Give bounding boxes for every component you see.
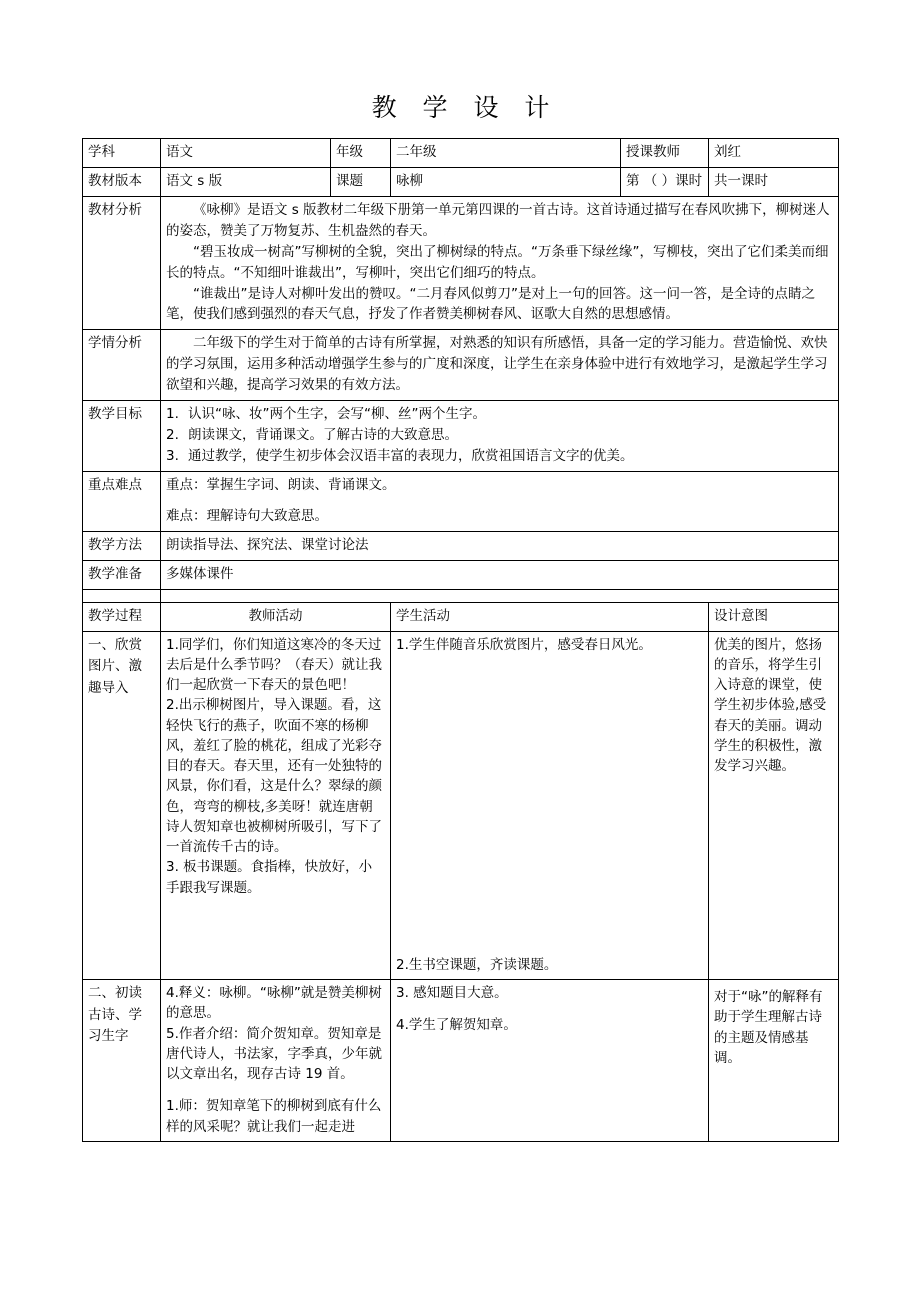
grade-value: 二年级 (391, 139, 621, 168)
teacher-label: 授课教师 (621, 139, 709, 168)
table-row-process-2 (83, 980, 839, 1142)
material-analysis-para-2: “碧玉妆成一树高”写柳树的全貌，突出了柳树绿的特点。“万条垂下绿丝缘”，写柳枝，突出了它们柔美而细长的特点。“不知细叶谁裁出”，写柳叶，突出它们细巧的特点。 (166, 243, 829, 281)
difficult-point-line: 难点：理解诗句大致意思。 (166, 507, 328, 524)
student-step: 1.学生伴随音乐欣赏图片，感受春日风光。 (396, 636, 652, 653)
material-analysis-content (161, 196, 839, 330)
methods-content: 朗读指导法、探究法、课堂讨论法 (161, 531, 839, 560)
student-step: 3. 感知题目大意。 (396, 985, 508, 1002)
process-intent-1 (709, 631, 839, 980)
teacher-step: 1.同学们，你们知道这寒冷的冬天过去后是什么季节吗？（春天）就让我们一起欣赏一下春天的景色吧！ (166, 636, 382, 694)
student-analysis-content (161, 330, 839, 401)
student-analysis-label: 学情分析 (83, 330, 161, 401)
key-points-label: 重点难点 (83, 471, 161, 531)
goals-content (161, 401, 839, 472)
process-stage-2: 二、初读古诗、学习生字 (83, 980, 161, 1142)
goal-text: 朗读课文，背诵课文。了解古诗的大致意思。 (188, 427, 458, 444)
period-label: 第 （ ）课时 (621, 167, 709, 196)
teacher-step: 1.师：贺知章笔下的柳树到底有什么样的风采呢？就让我们一起走进 (166, 1098, 382, 1135)
goal-text: 通过教学，使学生初步体会汉语丰富的表现力，欣赏祖国语言文字的优美。 (188, 447, 634, 464)
teacher-step: 2.出示柳树图片，导入课题。看，这轻快飞行的燕子，吹面不寒的杨柳风，羞红了脸的桃花，组成了光彩夺目的春天。春天里，还有一处独特的风景，你们看，这是什么？翠绿的颜色，弯弯的柳枝,多美呀！就连唐朝诗人贺知章也被柳树所吸引，写下了一首流传千古的诗。 (166, 697, 382, 856)
table-row-spacer (83, 589, 839, 602)
table-row-student-analysis (83, 330, 839, 401)
process-label: 教学过程 (83, 602, 161, 631)
lesson-plan-table (82, 138, 839, 1142)
process-teacher-activity-2 (161, 980, 391, 1142)
intent-text: 对于“咏”的解释有助于学生理解古诗的主题及情感基调。 (714, 989, 823, 1066)
book-label: 教材版本 (83, 167, 161, 196)
key-points-content (161, 471, 839, 531)
table-row-methods (83, 531, 839, 560)
topic-value: 咏柳 (391, 167, 621, 196)
student-step-late: 2.生书空课题，齐读课题。 (396, 956, 558, 973)
table-row-subject (83, 139, 839, 168)
book-value: 语文 s 版 (161, 167, 331, 196)
table-row-textbook (83, 167, 839, 196)
key-point-line: 重点：掌握生字词、朗读、背诵课文。 (166, 476, 396, 493)
goal-text: 认识“咏、妆”两个生字，会写“柳、丝”两个生字。 (188, 406, 486, 423)
goals-label: 教学目标 (83, 401, 161, 472)
process-intent-2 (709, 980, 839, 1142)
grade-label: 年级 (331, 139, 391, 168)
teacher-step: 5.作者介绍：简介贺知章。贺知章是唐代诗人，书法家，字季真，少年就以文章出名，现存古诗 19 首。 (166, 1025, 382, 1083)
preparation-content: 多媒体课件 (161, 560, 839, 589)
total-period-label: 共一课时 (709, 167, 839, 196)
preparation-label: 教学准备 (83, 560, 161, 589)
process-header-teacher: 教师活动 (161, 602, 391, 631)
page-title: 教 学 设 计 (371, 93, 559, 122)
teacher-value: 刘红 (709, 139, 839, 168)
topic-label: 课题 (331, 167, 391, 196)
goal-item (166, 404, 833, 425)
process-header-student: 学生活动 (391, 602, 709, 631)
intent-text: 优美的图片，悠扬的音乐，将学生引入诗意的课堂，使学生初步体验,感受春天的美丽。调动学生的积极性，激发学习兴趣。 (714, 636, 827, 775)
goal-number: 1. (166, 406, 179, 423)
student-step: 4.学生了解贺知章。 (396, 1017, 517, 1034)
table-row-preparation (83, 560, 839, 589)
goal-item (166, 446, 833, 467)
subject-label: 学科 (83, 139, 161, 168)
material-analysis-para-3: “谁裁出”是诗人对柳叶发出的赞叹。“二月春风似剪刀”是对上一句的回答。这一问一答，是全诗的点睛之笔，使我们感到强烈的春天气息，抒发了作者赞美柳树春风、讴歌大自然的思想感情。 (166, 285, 815, 323)
teacher-step: 4.释义：咏柳。“咏柳”就是赞美柳树的意思。 (166, 985, 382, 1022)
goal-item (166, 425, 833, 446)
subject-value: 语文 (161, 139, 331, 168)
process-header-intent: 设计意图 (709, 602, 839, 631)
table-row-material-analysis (83, 196, 839, 330)
process-stage-1: 一、欣赏图片、激趣导入 (83, 631, 161, 980)
process-student-activity-2 (391, 980, 709, 1142)
material-analysis-para-1: 《咏柳》是语文 s 版教材二年级下册第一单元第四课的一首古诗。这首诗通过描写在春风吹拂下，柳树迷人的姿态，赞美了万物复苏、生机盎然的春天。 (166, 201, 830, 239)
process-student-activity-1 (391, 631, 709, 980)
methods-label: 教学方法 (83, 531, 161, 560)
teacher-step: 3. 板书课题。食指棒，快放好，小手跟我写课题。 (166, 859, 373, 896)
table-row-process-header (83, 602, 839, 631)
goal-number: 2. (166, 427, 179, 444)
student-analysis-para-1: 二年级下的学生对于简单的古诗有所掌握，对熟悉的知识有所感悟，具备一定的学习能力。营造愉悦、欢快的学习氛围，运用多种活动增强学生参与的广度和深度，让学生在亲身体验中进行有效地学习，是激起学生学习欲望和兴趣，提高学习效果的有效方法。 (166, 335, 828, 394)
goal-number: 3. (166, 447, 179, 464)
process-teacher-activity-1 (161, 631, 391, 980)
material-analysis-label: 教材分析 (83, 196, 161, 330)
table-row-goals (83, 401, 839, 472)
table-row-key-points (83, 471, 839, 531)
table-row-process-1 (83, 631, 839, 980)
